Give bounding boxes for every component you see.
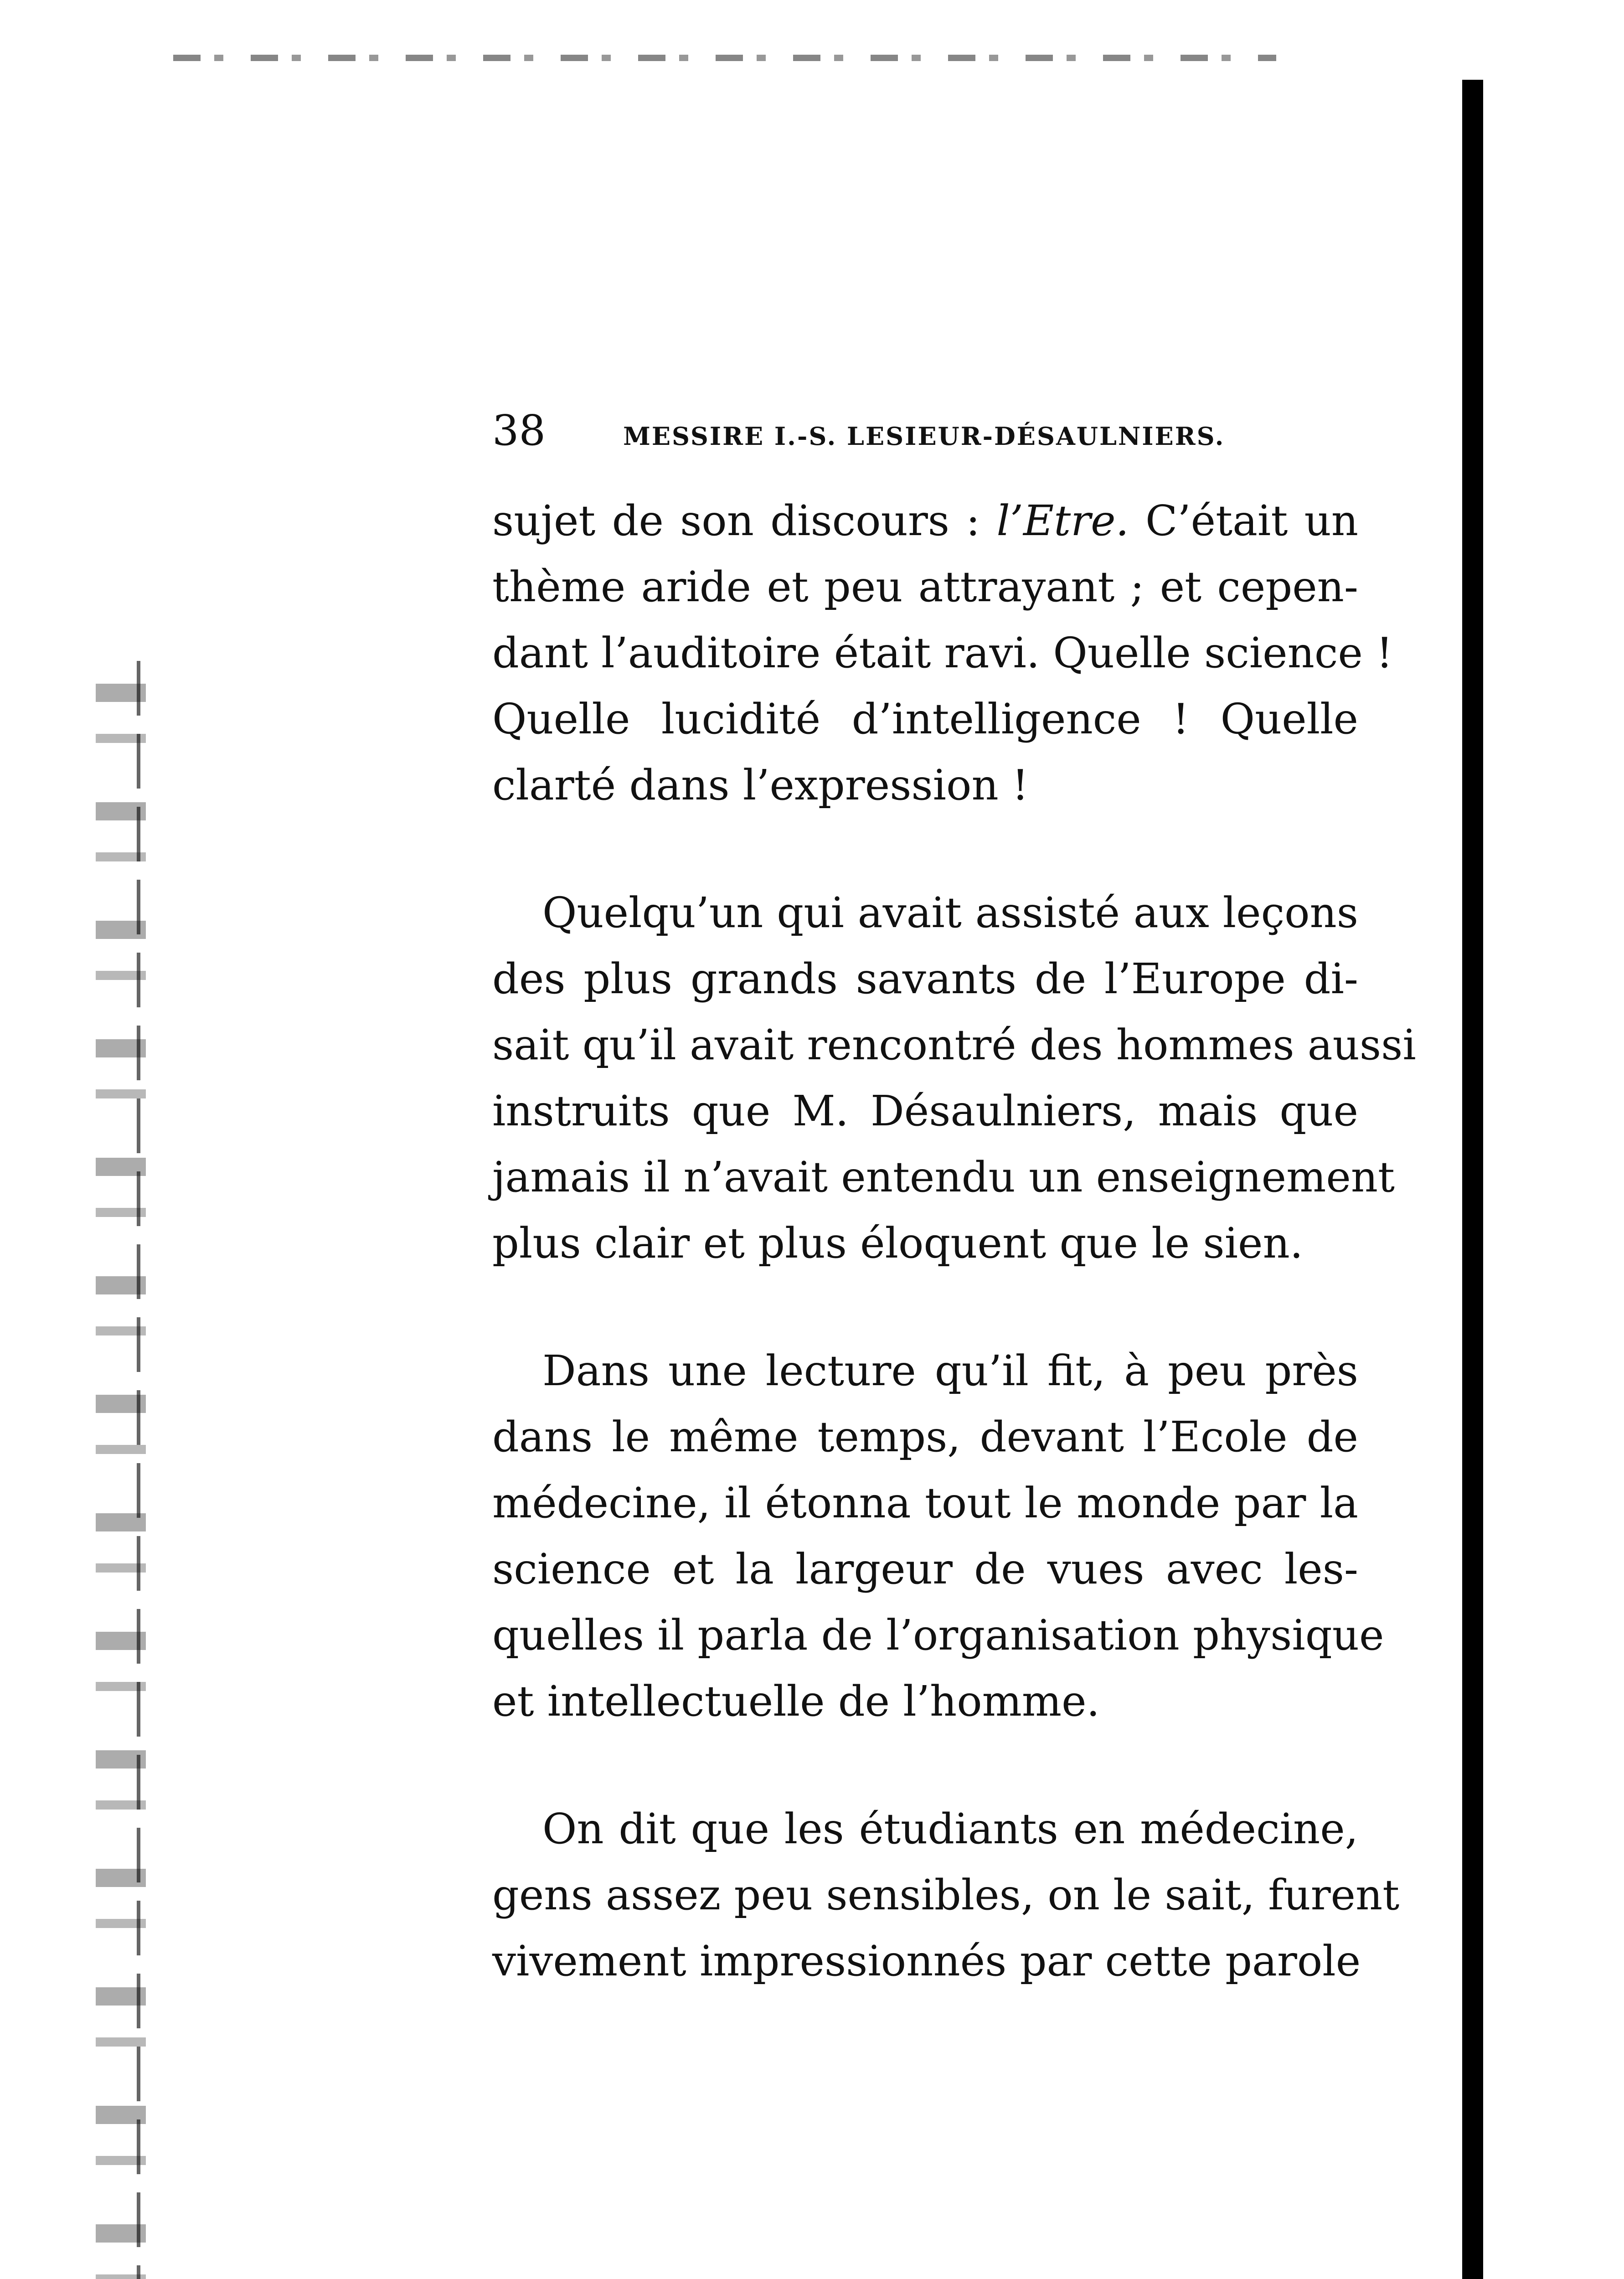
text-span: C’était un — [1129, 496, 1358, 545]
scan-right-edge-bar — [1462, 80, 1483, 2279]
text-line: science et la largeur de vues avec les- — [492, 1545, 1358, 1593]
text-line: Quelle lucidité d’intelligence ! Quelle — [492, 695, 1358, 743]
text-line: sait qu’il avait rencontré des hommes aussi — [492, 1021, 1416, 1069]
paragraph-1 — [492, 488, 1393, 818]
text-line: dans le même temps, devant l’Ecole de — [492, 1413, 1358, 1461]
scan-gutter-line — [137, 661, 140, 2279]
text-line: Dans une lecture qu’il fit, à peu près — [542, 1346, 1358, 1395]
text-line: instruits que M. Désaulniers, mais que — [492, 1087, 1358, 1135]
paragraph-3 — [492, 1338, 1384, 1734]
text-line: médecine, il étonna tout le monde par la — [492, 1479, 1358, 1527]
text-line: clarté dans l’expression ! — [492, 761, 1029, 810]
paragraph-2 — [492, 880, 1416, 1276]
text-line — [492, 488, 1358, 554]
text-line: des plus grands savants de l’Europe di- — [492, 954, 1358, 1003]
text-line: gens assez peu sensibles, on le sait, furent — [492, 1871, 1400, 1919]
page-number: 38 — [492, 406, 546, 455]
text-line: thème aride et peu attrayant ; et cepen- — [492, 562, 1358, 611]
scan-top-edge-artifact — [173, 55, 1276, 61]
text-line: vivement impressionnés par cette parole — [492, 1937, 1361, 1985]
italic-term: l’Etre. — [996, 496, 1129, 545]
text-line: Quelqu’un qui avait assisté aux leçons — [542, 888, 1358, 937]
running-title: MESSIRE I.-S. LESIEUR-DÉSAULNIERS. — [623, 422, 1225, 451]
text-span: sujet de son discours : — [492, 496, 997, 545]
text-line: plus clair et plus éloquent que le sien. — [492, 1219, 1303, 1268]
text-line: quelles il parla de l’organisation physique — [492, 1611, 1384, 1660]
text-line: dant l’auditoire était ravi. Quelle science ! — [492, 629, 1393, 677]
text-line: jamais il n’avait entendu un enseignement — [492, 1153, 1395, 1201]
text-line: et intellectuelle de l’homme. — [492, 1677, 1100, 1726]
running-header — [492, 401, 1367, 460]
paragraph-4 — [492, 1796, 1400, 1994]
body-text — [492, 488, 1416, 1994]
text-line: On dit que les étudiants en médecine, — [542, 1805, 1358, 1853]
